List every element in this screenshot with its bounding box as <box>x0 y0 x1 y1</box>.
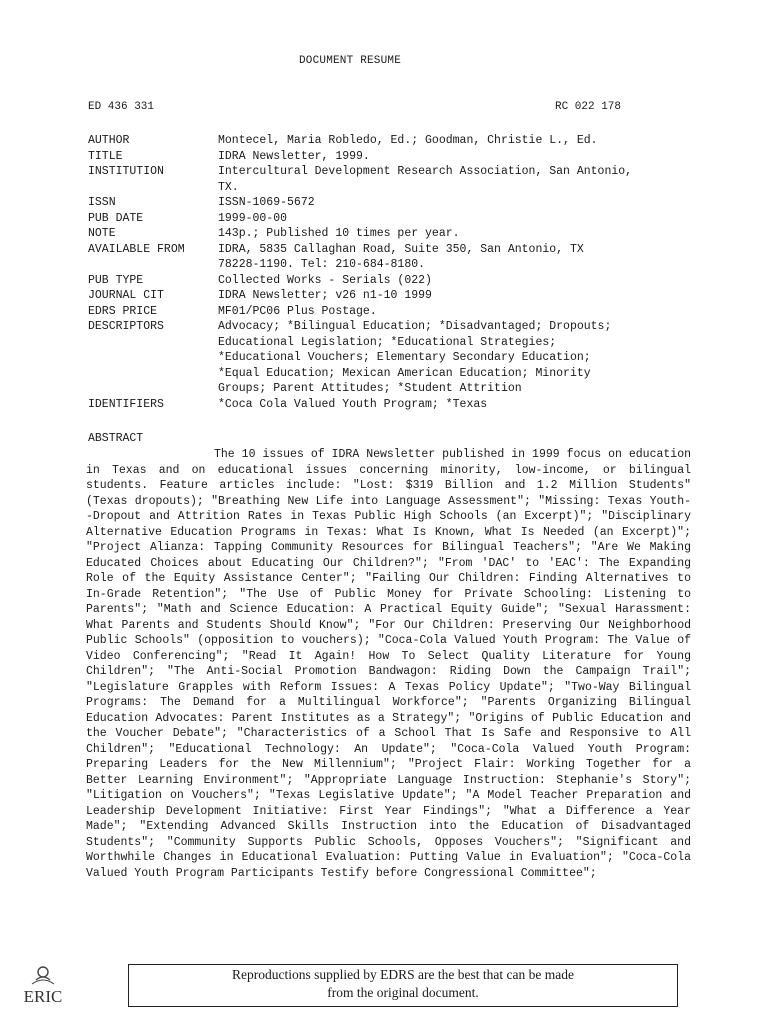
eric-logo-text: ERIC <box>23 987 63 1006</box>
field-label: TITLE <box>88 149 123 163</box>
field-pub-type <box>88 273 708 289</box>
field-author <box>88 133 708 149</box>
field-value: Montecel, Maria Robledo, Ed.; Goodman, Christie L., Ed. <box>218 134 598 147</box>
field-value: IDRA Newsletter, 1999. <box>218 149 370 163</box>
field-label: JOURNAL CIT <box>88 289 164 302</box>
field-label: PUB TYPE <box>88 273 144 287</box>
field-label: AUTHOR <box>88 134 130 147</box>
field-value: *Coca Cola Valued Youth Program; *Texas <box>218 397 488 411</box>
field-value: 1999-00-00 <box>218 211 288 225</box>
abstract-heading: ABSTRACT <box>88 432 144 445</box>
document-title: DOCUMENT RESUME <box>298 55 402 67</box>
field-label: AVAILABLE FROM <box>88 242 185 256</box>
field-identifiers <box>88 397 708 413</box>
field-value: Intercultural Development Research Association, San Antonio, TX. <box>218 165 633 194</box>
rc-number: RC 022 178 <box>555 101 622 113</box>
field-label: IDENTIFIERS <box>88 397 164 411</box>
field-institution <box>88 164 708 195</box>
field-label: ISSN <box>88 196 116 209</box>
field-label: NOTE <box>88 227 116 240</box>
ed-number: ED 436 331 <box>88 101 155 113</box>
field-available-from <box>88 242 708 273</box>
metadata-fields <box>88 133 708 412</box>
field-label: EDRS PRICE <box>88 304 158 318</box>
field-journal-cit <box>88 288 708 304</box>
eric-logo-icon <box>18 962 68 1012</box>
abstract-text: The 10 issues of IDRA Newsletter published in 1999 focus on education in Texas and on educational issues concerning minority, low-income, or bilingual students. Feature articles include: "Lost: $319 Billion and 1.2 Million Students" (Texas dropouts); "Breathing New Life into Language Assessment"; "Missing: Texas Youth--Dropout and Attrition Rates in Texas Public High Schools (an Excerpt)"; "Disciplinary Alternative Education Programs in Texas: What Is Known, What Is Needed (an Excerpt)"; "Project Alianza: Tapping Community Resources for Bilingual Teachers"; "Are We Making Educated Choices about Educating Our Children?"; "From 'DAC' to 'EAC': The Expanding Role of the Equity Assistance Center"; "Failing Our Children: Finding Alternatives to In-Grade Retention"; "The Use of Public Money for Private Schooling: Listening to Parents"; "Math and Science Education: A Practical Equity Guide"; "Sexual Harassment: What Parents and Students Should Know"; "For Our Children: Preserving Our Neighborhood Public Schools" (opposition to vouchers); "Coca-Cola Valued Youth Program: The Value of Video Conferencing"; "Read It Again! How To Select Quality Literature for Young Children"; "The Anti-Social Promotion Bandwagon: Riding Down the Campaign Trail"; "Legislature Grapples with Reform Issues: A Texas Policy Update"; "Two-Way Bilingual Programs: The Demand for a Multilingual Workforce"; "Parents Organizing Bilingual Education Advocates: Parent Institutes as a Strategy"; "Origins of Public Education and the Voucher Debate"; "Characteristics of a School That Is Safe and Responsive to All Children"; "Educational Technology: An Update"; "Coca-Cola Valued Youth Program: Preparing Leaders for the New Millennium"; "Project Flair: Working Together for a Better Learning Environment"; "Appropriate Language Instruction: Stephanie's Story"; "Litigation on Vouchers"; "Texas Legislative Update"; "A Model Teacher Preparation and Leadership Development Initiative: First Year Findings"; "What a Difference a Year Made"; "Extending Advanced Skills Instruction into the Education of Disadvantaged Students"; "Community Supports Public Schools, Opposes Vouchers"; "Significant and Worthwhile Changes in Educational Evaluation: Putting Value in Evaluation"; "Coca-Cola Valued Youth Program Participants Testify before Congressional Committee"; <box>86 448 691 880</box>
field-issn <box>88 195 708 211</box>
field-value: MF01/PC06 Plus Postage. <box>218 304 377 318</box>
field-label: DESCRIPTORS <box>88 320 164 333</box>
reproduction-notice <box>128 964 678 1007</box>
field-value: Collected Works - Serials (022) <box>218 273 432 287</box>
field-note <box>88 226 708 242</box>
field-value: IDRA Newsletter; v26 n1-10 1999 <box>218 289 432 302</box>
field-value: 143p.; Published 10 times per year. <box>218 227 460 240</box>
field-pub-date <box>88 211 708 227</box>
field-value: IDRA, 5835 Callaghan Road, Suite 350, San Antonio, TX 78228-1190. Tel: 210-684-8180. <box>218 242 584 271</box>
notice-line-1: Reproductions supplied by EDRS are the best that can be made <box>232 967 574 982</box>
field-label: PUB DATE <box>88 211 144 225</box>
field-edrs-price <box>88 304 708 320</box>
notice-line-2: from the original document. <box>327 985 479 1000</box>
field-value: ISSN-1069-5672 <box>218 196 315 209</box>
field-value: Advocacy; *Bilingual Education; *Disadvantaged; Dropouts; Educational Legislation; *Educational Strategies; *Educational Vouchers; Elementary Secondary Education; *Equal Education; Mexican American Education; Minority Groups; Parent Attitudes; *Student Attrition <box>218 320 612 395</box>
eric-logo <box>18 962 68 1012</box>
field-label: INSTITUTION <box>88 165 164 178</box>
field-descriptors <box>88 319 708 397</box>
field-title <box>88 149 708 165</box>
